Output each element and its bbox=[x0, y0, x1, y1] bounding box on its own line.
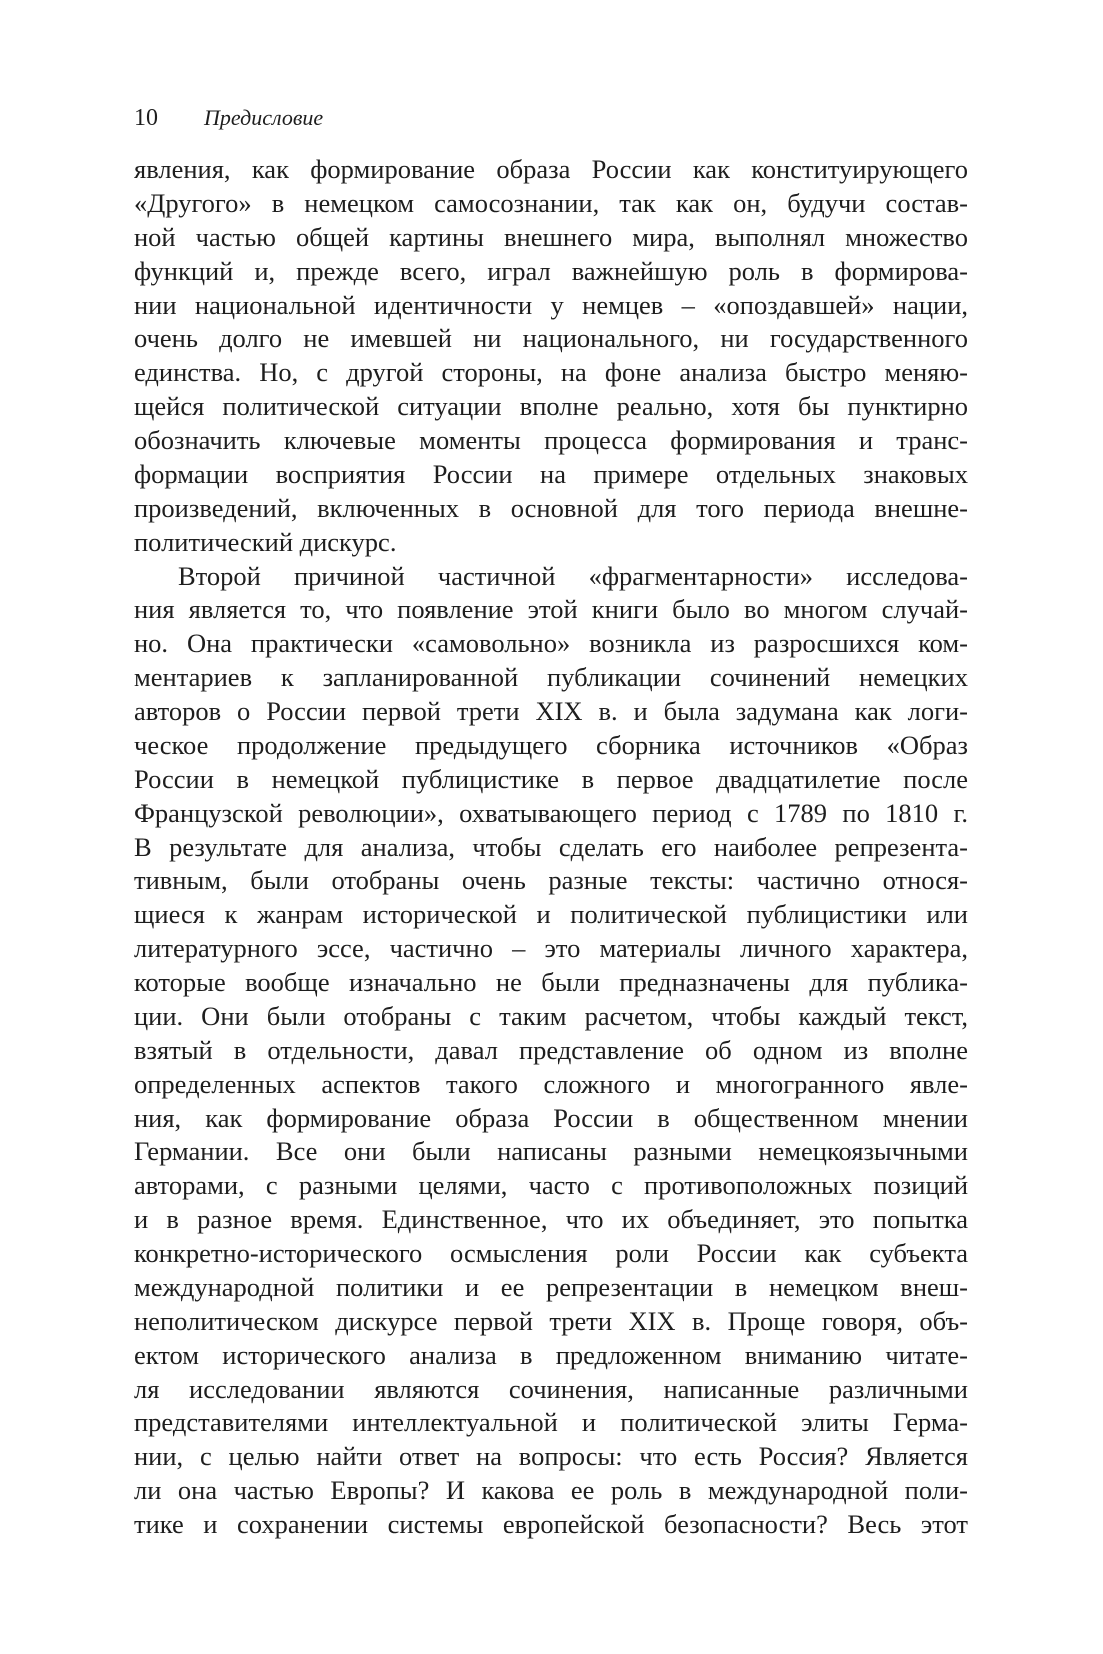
text-line: функций и, прежде всего, играл важнейшую роль в формирова- bbox=[134, 255, 968, 286]
text-line: единства. Но, с другой стороны, на фоне анализа быстро меняю- bbox=[134, 357, 968, 388]
text-line: ектом исторического анализа в предложенном вниманию читате- bbox=[134, 1339, 968, 1370]
text-line: России в немецкой публицистике в первое двадцатилетие после bbox=[134, 763, 968, 794]
text-line: авторов о России первой трети XIX в. и была задумана как логи- bbox=[134, 696, 968, 726]
text-line: и в разное время. Единственное, что их объединяет, это попытка bbox=[134, 1204, 968, 1235]
text-line: очень долго не имевшей ни национального, ни государственного bbox=[134, 323, 968, 354]
text-line: ния является то, что появление этой книги было во многом случай- bbox=[134, 594, 968, 625]
text-line: но. Она практически «самовольно» возникла из разросшихся ком- bbox=[134, 628, 968, 659]
text-line: определенных аспектов такого сложного и многогранного явле- bbox=[134, 1068, 968, 1099]
text-line: нии национальной идентичности у немцев – «опоздавшей» нации, bbox=[134, 289, 968, 320]
text-line: ментариев к запланированной публикации сочинений немецких bbox=[134, 662, 968, 693]
running-head bbox=[134, 100, 323, 136]
text-line: литературного эссе, частично – это материалы личного характера, bbox=[134, 933, 968, 964]
text-line: «Другого» в немецком самосознании, так как он, будучи состав- bbox=[134, 187, 968, 218]
paragraph bbox=[134, 153, 968, 560]
text-line: международной политики и ее репрезентации в немецком внеш- bbox=[134, 1271, 968, 1302]
text-line: ческое продолжение предыдущего сборника источников «Образ bbox=[134, 729, 968, 760]
text-line: которые вообще изначально не были предназначены для публика- bbox=[134, 967, 968, 997]
text-line: тивным, были отобраны очень разные тексты: частично относя- bbox=[134, 865, 968, 896]
text-line: неполитическом дискурсе первой трети XIX в. Проще говоря, объ- bbox=[134, 1305, 968, 1336]
text-line: тике и сохранении системы европейской безопасности? Весь этот bbox=[134, 1509, 968, 1539]
text-line: политический дискурс. bbox=[134, 526, 397, 557]
text-line: Французской революции», охватывающего период с 1789 по 1810 г. bbox=[134, 797, 968, 828]
text-line: взятый в отдельности, давал представление об одном из вполне bbox=[134, 1034, 968, 1065]
text-line: ли она частью Европы? И какова ее роль в международной поли- bbox=[134, 1475, 968, 1506]
text-line: представителями интеллектуальной и политической элиты Герма- bbox=[134, 1407, 968, 1438]
text-line: формации восприятия России на примере отдельных знаковых bbox=[134, 458, 968, 489]
section-title: Предисловие bbox=[204, 105, 324, 130]
text-line: произведений, включенных в основной для того периода внешне- bbox=[134, 492, 968, 523]
paragraph bbox=[134, 560, 968, 1542]
text-line: Второй причиной частичной «фрагментарности» исследова- bbox=[178, 560, 968, 591]
text-line: конкретно-исторического осмысления роли России как субъекта bbox=[134, 1238, 968, 1268]
page-number: 10 bbox=[134, 105, 158, 131]
text-line: В результате для анализа, чтобы сделать его наиболее репрезента- bbox=[134, 831, 968, 862]
text-line: Германии. Все они были написаны разными немецкоязычными bbox=[134, 1136, 968, 1167]
text-line: ля исследовании являются сочинения, написанные различными bbox=[134, 1373, 968, 1404]
text-line: ции. Они были отобраны с таким расчетом, чтобы каждый текст, bbox=[134, 1000, 968, 1031]
text-line: щейся политической ситуации вполне реально, хотя бы пунктирно bbox=[134, 391, 968, 422]
text-line: авторами, с разными целями, часто с противоположных позиций bbox=[134, 1170, 968, 1201]
text-line: ной частью общей картины внешнего мира, выполнял множество bbox=[134, 221, 968, 252]
text-line: щиеся к жанрам исторической и политической публицистики или bbox=[134, 899, 968, 930]
text-line: явления, как формирование образа России как конституирующего bbox=[134, 154, 968, 184]
text-line: нии, с целью найти ответ на вопросы: что есть Россия? Является bbox=[134, 1441, 968, 1472]
body-text bbox=[134, 153, 968, 1542]
text-line: ния, как формирование образа России в общественном мнении bbox=[134, 1102, 968, 1133]
text-line: обозначить ключевые моменты процесса формирования и транс- bbox=[134, 425, 968, 455]
